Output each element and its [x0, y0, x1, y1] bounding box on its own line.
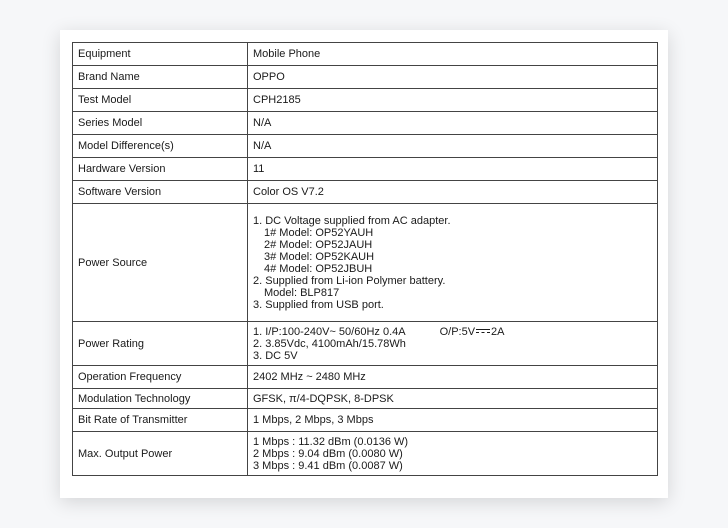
row-label: Brand Name: [73, 66, 248, 89]
row-label: Bit Rate of Transmitter: [73, 409, 248, 432]
row-value: 11: [248, 158, 658, 181]
power-rating-line: [253, 326, 652, 338]
table-row-operation-frequency: [73, 366, 658, 389]
output-power-line: 3 Mbps : 9.41 dBm (0.0087 W): [253, 459, 403, 472]
row-label: Power Rating: [73, 322, 248, 366]
output-power-line: 2 Mbps : 9.04 dBm (0.0080 W): [253, 447, 403, 460]
table-row-model-difference: [73, 135, 658, 158]
output-rating-suffix: 2A: [491, 325, 505, 338]
row-value: OPPO: [248, 66, 658, 89]
row-label: Power Source: [73, 204, 248, 322]
table-row-bit-rate: [73, 409, 658, 432]
document-page: [60, 30, 668, 498]
row-value: [248, 432, 658, 476]
table-row-equipment: [73, 43, 658, 66]
row-value: [248, 204, 658, 322]
power-source-line: 2. Supplied from Li-ion Polymer battery.: [253, 274, 446, 287]
table-row-power-rating: [73, 322, 658, 366]
power-source-line: 2# Model: OP52JAUH: [264, 238, 373, 251]
output-power-line: 1 Mbps : 11.32 dBm (0.0136 W): [253, 435, 409, 448]
row-value: Color OS V7.2: [248, 181, 658, 204]
table-row-max-output-power: [73, 432, 658, 476]
row-value: CPH2185: [248, 89, 658, 112]
table-row-test-model: [73, 89, 658, 112]
row-label: Series Model: [73, 112, 248, 135]
row-value: 1 Mbps, 2 Mbps, 3 Mbps: [248, 409, 658, 432]
table-row-software-version: [73, 181, 658, 204]
row-label: Max. Output Power: [73, 432, 248, 476]
power-source-line: 1. DC Voltage supplied from AC adapter.: [253, 214, 451, 227]
dc-symbol-icon: [476, 329, 490, 335]
specification-table: [72, 42, 658, 476]
table-row-modulation-technology: [73, 389, 658, 409]
power-source-line: Model: BLP817: [264, 286, 340, 299]
table-row-power-source: [73, 204, 658, 322]
power-source-line: 3# Model: OP52KAUH: [264, 250, 375, 263]
row-value: GFSK, π/4-DQPSK, 8-DPSK: [248, 389, 658, 409]
row-value: [248, 322, 658, 366]
power-source-line: 1# Model: OP52YAUH: [264, 226, 374, 239]
row-label: Equipment: [73, 43, 248, 66]
table-row-brand-name: [73, 66, 658, 89]
power-source-line: 3. Supplied from USB port.: [253, 298, 384, 311]
row-label: Hardware Version: [73, 158, 248, 181]
table-row-series-model: [73, 112, 658, 135]
row-label: Software Version: [73, 181, 248, 204]
row-value: N/A: [248, 112, 658, 135]
row-label: Test Model: [73, 89, 248, 112]
row-label: Model Difference(s): [73, 135, 248, 158]
input-rating: 1. I/P:100-240V~ 50/60Hz 0.4A: [253, 325, 406, 338]
power-source-line: 4# Model: OP52JBUH: [264, 262, 373, 275]
row-value: 2402 MHz ~ 2480 MHz: [248, 366, 658, 389]
row-value: N/A: [248, 135, 658, 158]
power-rating-line: 2. 3.85Vdc, 4100mAh/15.78Wh: [253, 337, 406, 350]
table-row-hardware-version: [73, 158, 658, 181]
row-value: Mobile Phone: [248, 43, 658, 66]
power-rating-line: 3. DC 5V: [253, 349, 298, 362]
row-label: Modulation Technology: [73, 389, 248, 409]
row-label: Operation Frequency: [73, 366, 248, 389]
output-rating-prefix: O/P:5V: [439, 325, 476, 338]
